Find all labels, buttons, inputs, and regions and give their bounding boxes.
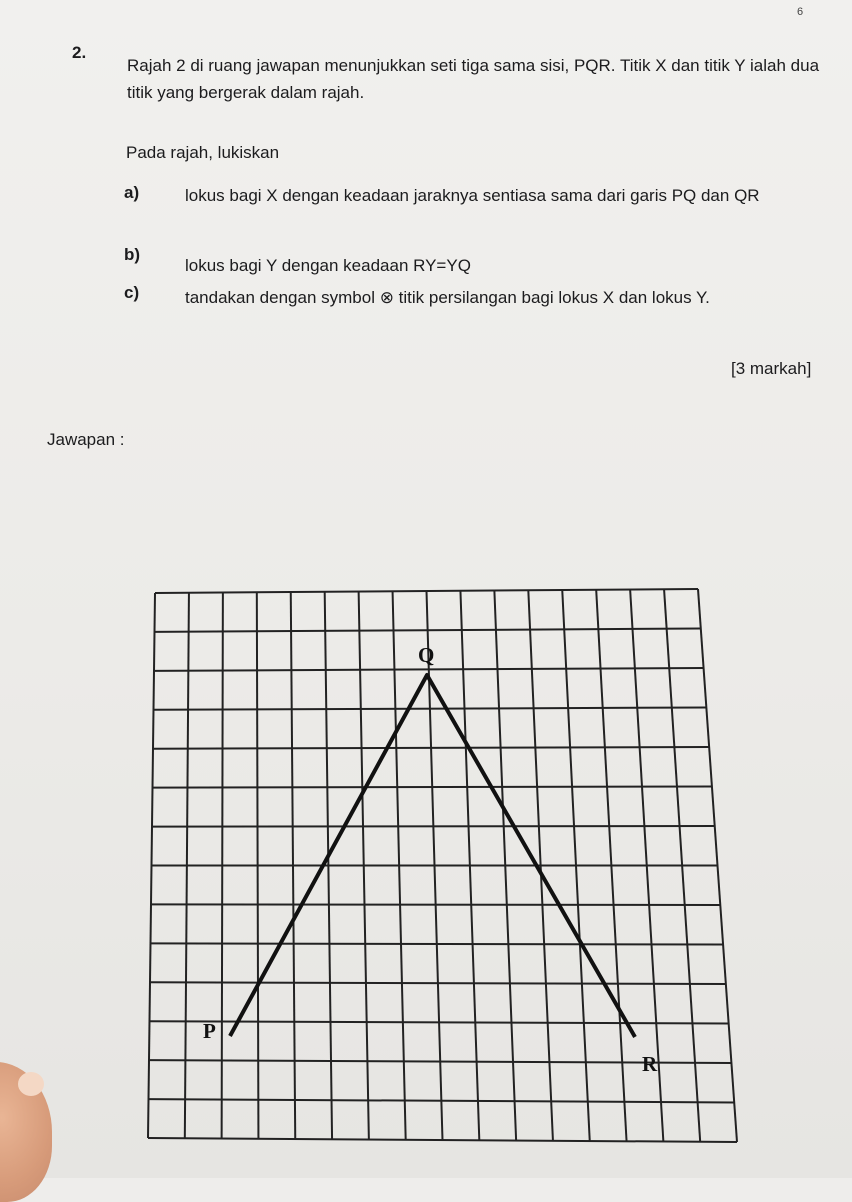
marks-label: [3 markah] xyxy=(731,359,812,378)
grid-line-horizontal xyxy=(154,708,707,710)
item-c-text: tandakan dengan symbol ⊗ titik persilangan bagi lokus X dan lokus Y. xyxy=(185,288,710,307)
grid-line-horizontal xyxy=(151,904,720,905)
vertex-q-label: Q xyxy=(418,643,435,667)
grid-line-horizontal xyxy=(153,787,712,788)
item-c-label: c) xyxy=(124,283,140,302)
page-number: 6 xyxy=(797,6,804,18)
grid-line-horizontal xyxy=(152,826,715,827)
item-b-label: b) xyxy=(124,245,141,264)
question-number: 2. xyxy=(72,43,87,62)
grid-line-horizontal xyxy=(153,747,709,749)
fingernail xyxy=(18,1072,44,1096)
question-intro: Pada rajah, lukiskan xyxy=(126,143,280,162)
item-a-label: a) xyxy=(124,183,140,202)
item-b-text: lokus bagi Y dengan keadaan RY=YQ xyxy=(185,256,471,275)
grid-line-horizontal xyxy=(150,982,726,984)
vertex-p-label: P xyxy=(203,1019,216,1043)
answer-label: Jawapan : xyxy=(47,430,125,449)
vertex-r-label: R xyxy=(642,1052,658,1076)
grid-line-horizontal xyxy=(154,668,704,671)
question-text: Rajah 2 di ruang jawapan menunjukkan seti tiga sama sisi, PQR. Titik X dan titik Y ialah dua titik yang bergerak dalam rajah. xyxy=(127,56,820,102)
grid-line-horizontal xyxy=(151,943,724,944)
item-a-text: lokus bagi X dengan keadaan jaraknya sentiasa sama dari garis PQ dan QR xyxy=(185,186,760,205)
